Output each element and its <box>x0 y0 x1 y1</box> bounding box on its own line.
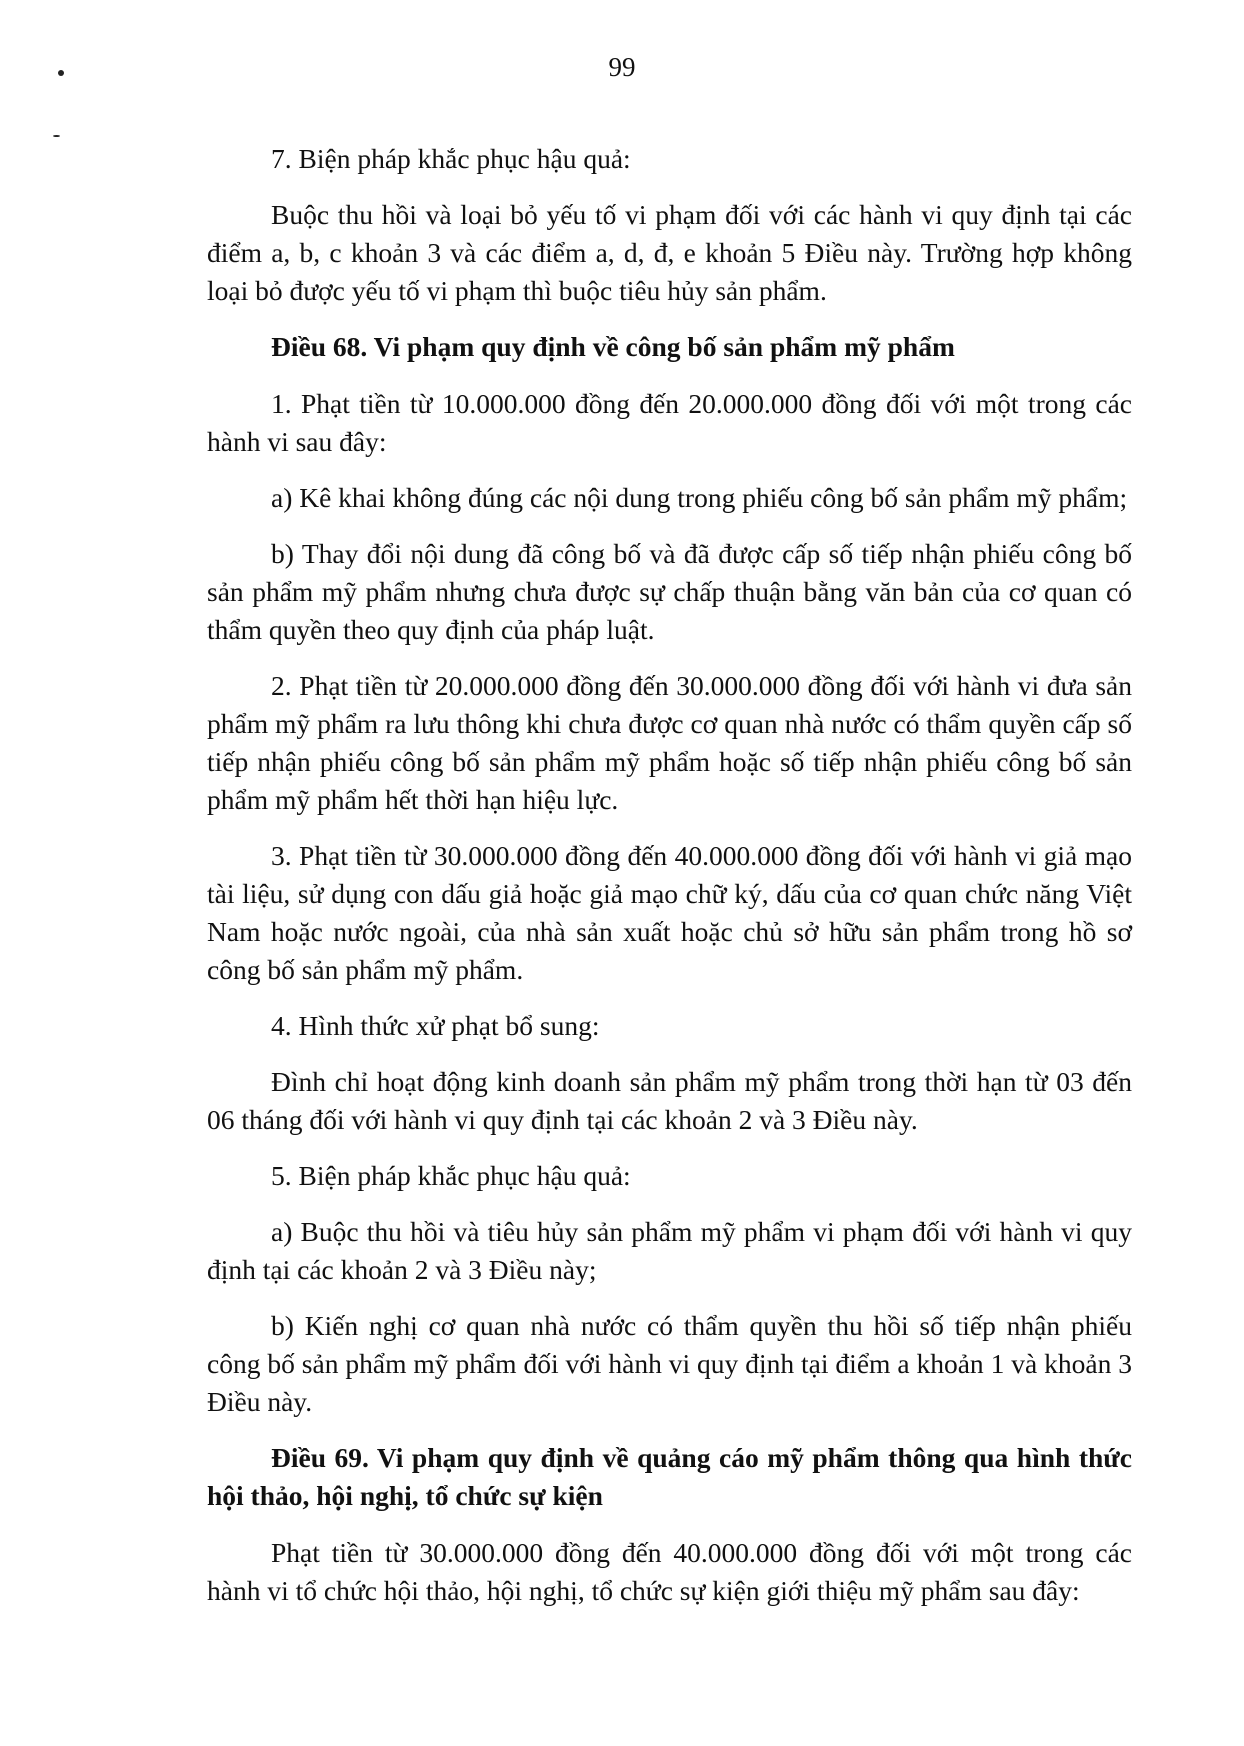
document-body <box>207 140 1132 1628</box>
article-heading: Điều 68. Vi phạm quy định về công bố sản phẩm mỹ phẩm <box>271 331 955 362</box>
article-heading: Điều 69. Vi phạm quy định về quảng cáo mỹ phẩm thông qua hình thức hội thảo, hội nghị, tổ chức sự kiện <box>207 1442 1132 1511</box>
paragraph: 3. Phạt tiền từ 30.000.000 đồng đến 40.000.000 đồng đối với hành vi giả mạo tài liệu, sử dụng con dấu giả hoặc giả mạo chữ ký, dấu của cơ quan chức năng Việt Nam hoặc nước ngoài, của nhà sản xuất hoặc chủ sở hữu sản phẩm trong hồ sơ công bố sản phẩm mỹ phẩm. <box>207 840 1132 985</box>
paragraph: b) Thay đổi nội dung đã công bố và đã được cấp số tiếp nhận phiếu công bố sản phẩm mỹ phẩm nhưng chưa được sự chấp thuận bằng văn bản của cơ quan có thẩm quyền theo quy định của pháp luật. <box>207 538 1132 645</box>
page-number: 99 <box>608 52 636 82</box>
paragraph: 4. Hình thức xử phạt bổ sung: <box>271 1010 600 1041</box>
paragraph: 5. Biện pháp khắc phục hậu quả: <box>271 1160 631 1191</box>
paragraph: a) Kê khai không đúng các nội dung trong phiếu công bố sản phẩm mỹ phẩm; <box>271 482 1128 513</box>
paragraph: 1. Phạt tiền từ 10.000.000 đồng đến 20.000.000 đồng đối với một trong các hành vi sau đây: <box>207 388 1132 457</box>
paragraph: Buộc thu hồi và loại bỏ yếu tố vi phạm đối với các hành vi quy định tại các điểm a, b, c khoản 3 và các điểm a, d, đ, e khoản 5 Điều này. Trường hợp không loại bỏ được yếu tố vi phạm thì buộc tiêu hủy sản phẩm. <box>207 199 1132 306</box>
scan-speck <box>58 70 64 76</box>
paragraph: 7. Biện pháp khắc phục hậu quả: <box>271 143 631 174</box>
scan-speck <box>53 135 60 137</box>
paragraph: Phạt tiền từ 30.000.000 đồng đến 40.000.000 đồng đối với một trong các hành vi tổ chức hội thảo, hội nghị, tổ chức sự kiện giới thiệu mỹ phẩm sau đây: <box>207 1537 1132 1606</box>
paragraph: 2. Phạt tiền từ 20.000.000 đồng đến 30.000.000 đồng đối với hành vi đưa sản phẩm mỹ phẩm ra lưu thông khi chưa được cơ quan nhà nước có thẩm quyền cấp số tiếp nhận phiếu công bố sản phẩm mỹ phẩm hoặc số tiếp nhận phiếu công bố sản phẩm mỹ phẩm hết thời hạn hiệu lực. <box>207 670 1132 815</box>
paragraph: a) Buộc thu hồi và tiêu hủy sản phẩm mỹ phẩm vi phạm đối với hành vi quy định tại các khoản 2 và 3 Điều này; <box>207 1216 1132 1285</box>
paragraph: b) Kiến nghị cơ quan nhà nước có thẩm quyền thu hồi số tiếp nhận phiếu công bố sản phẩm mỹ phẩm đối với hành vi quy định tại điểm a khoản 1 và khoản 3 Điều này. <box>207 1310 1132 1417</box>
paragraph: Đình chỉ hoạt động kinh doanh sản phẩm mỹ phẩm trong thời hạn từ 03 đến 06 tháng đối với hành vi quy định tại các khoản 2 và 3 Điều này. <box>207 1066 1132 1135</box>
